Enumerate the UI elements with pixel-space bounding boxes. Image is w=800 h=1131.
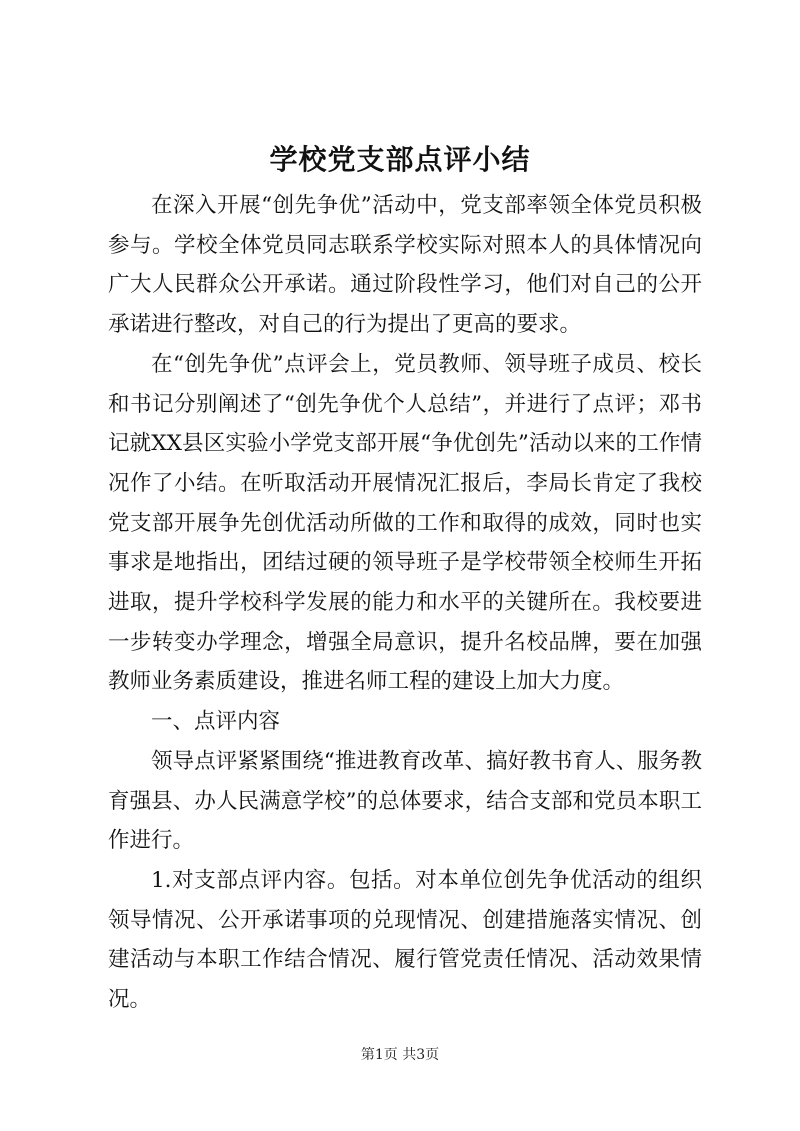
document-title: 学校党支部点评小结 (269, 143, 531, 176)
paragraph-review-requirements: 领导点评紧紧围绕“推进教育改革、搞好教书育人、服务教育强县、办人民满意学校”的总体要求，结合支部和党员本职工作进行。 (108, 748, 702, 854)
paragraph-review-meeting: 在“创先争优”点评会上，党员教师、领导班子成员、校长和书记分别阐述了“创先争优个人总结”，并进行了点评；邓书记就XX县区实验小学党支部开展“争优创先”活动以来的工作情况作了小结。在听取活动开展情况汇报后，李局长肯定了我校党支部开展争先创优活动所做的工作和取得的成效，同时也实事求是地指出，团结过硬的领导班子是学校带领全校师生开拓进取，提升学校科学发展的能力和水平的关键所在。我校要进一步转变办学理念，增强全局意识，提升名校品牌，要在加强教师业务素质建设，推进名师工程的建设上加大力度。 (108, 351, 702, 695)
page-number-footer: 第1页 共3页 (360, 1047, 440, 1063)
paragraph-branch-review-items: 1.对支部点评内容。包括。对本单位创先争优活动的组织领导情况、公开承诺事项的兑现情况、创建措施落实情况、创建活动与本职工作结合情况、履行管党责任情况、活动效果情况。 (108, 867, 702, 1013)
section-heading-review-content: 一、点评内容 (151, 709, 281, 735)
document-body (108, 186, 702, 1020)
paragraph-intro: 在深入开展“创先争优”活动中，党支部率领全体党员积极参与。学校全体党员同志联系学校实际对照本人的具体情况向广大人民群众公开承诺。通过阶段性学习，他们对自己的公开承诺进行整改，对自己的行为提出了更高的要求。 (108, 193, 702, 338)
